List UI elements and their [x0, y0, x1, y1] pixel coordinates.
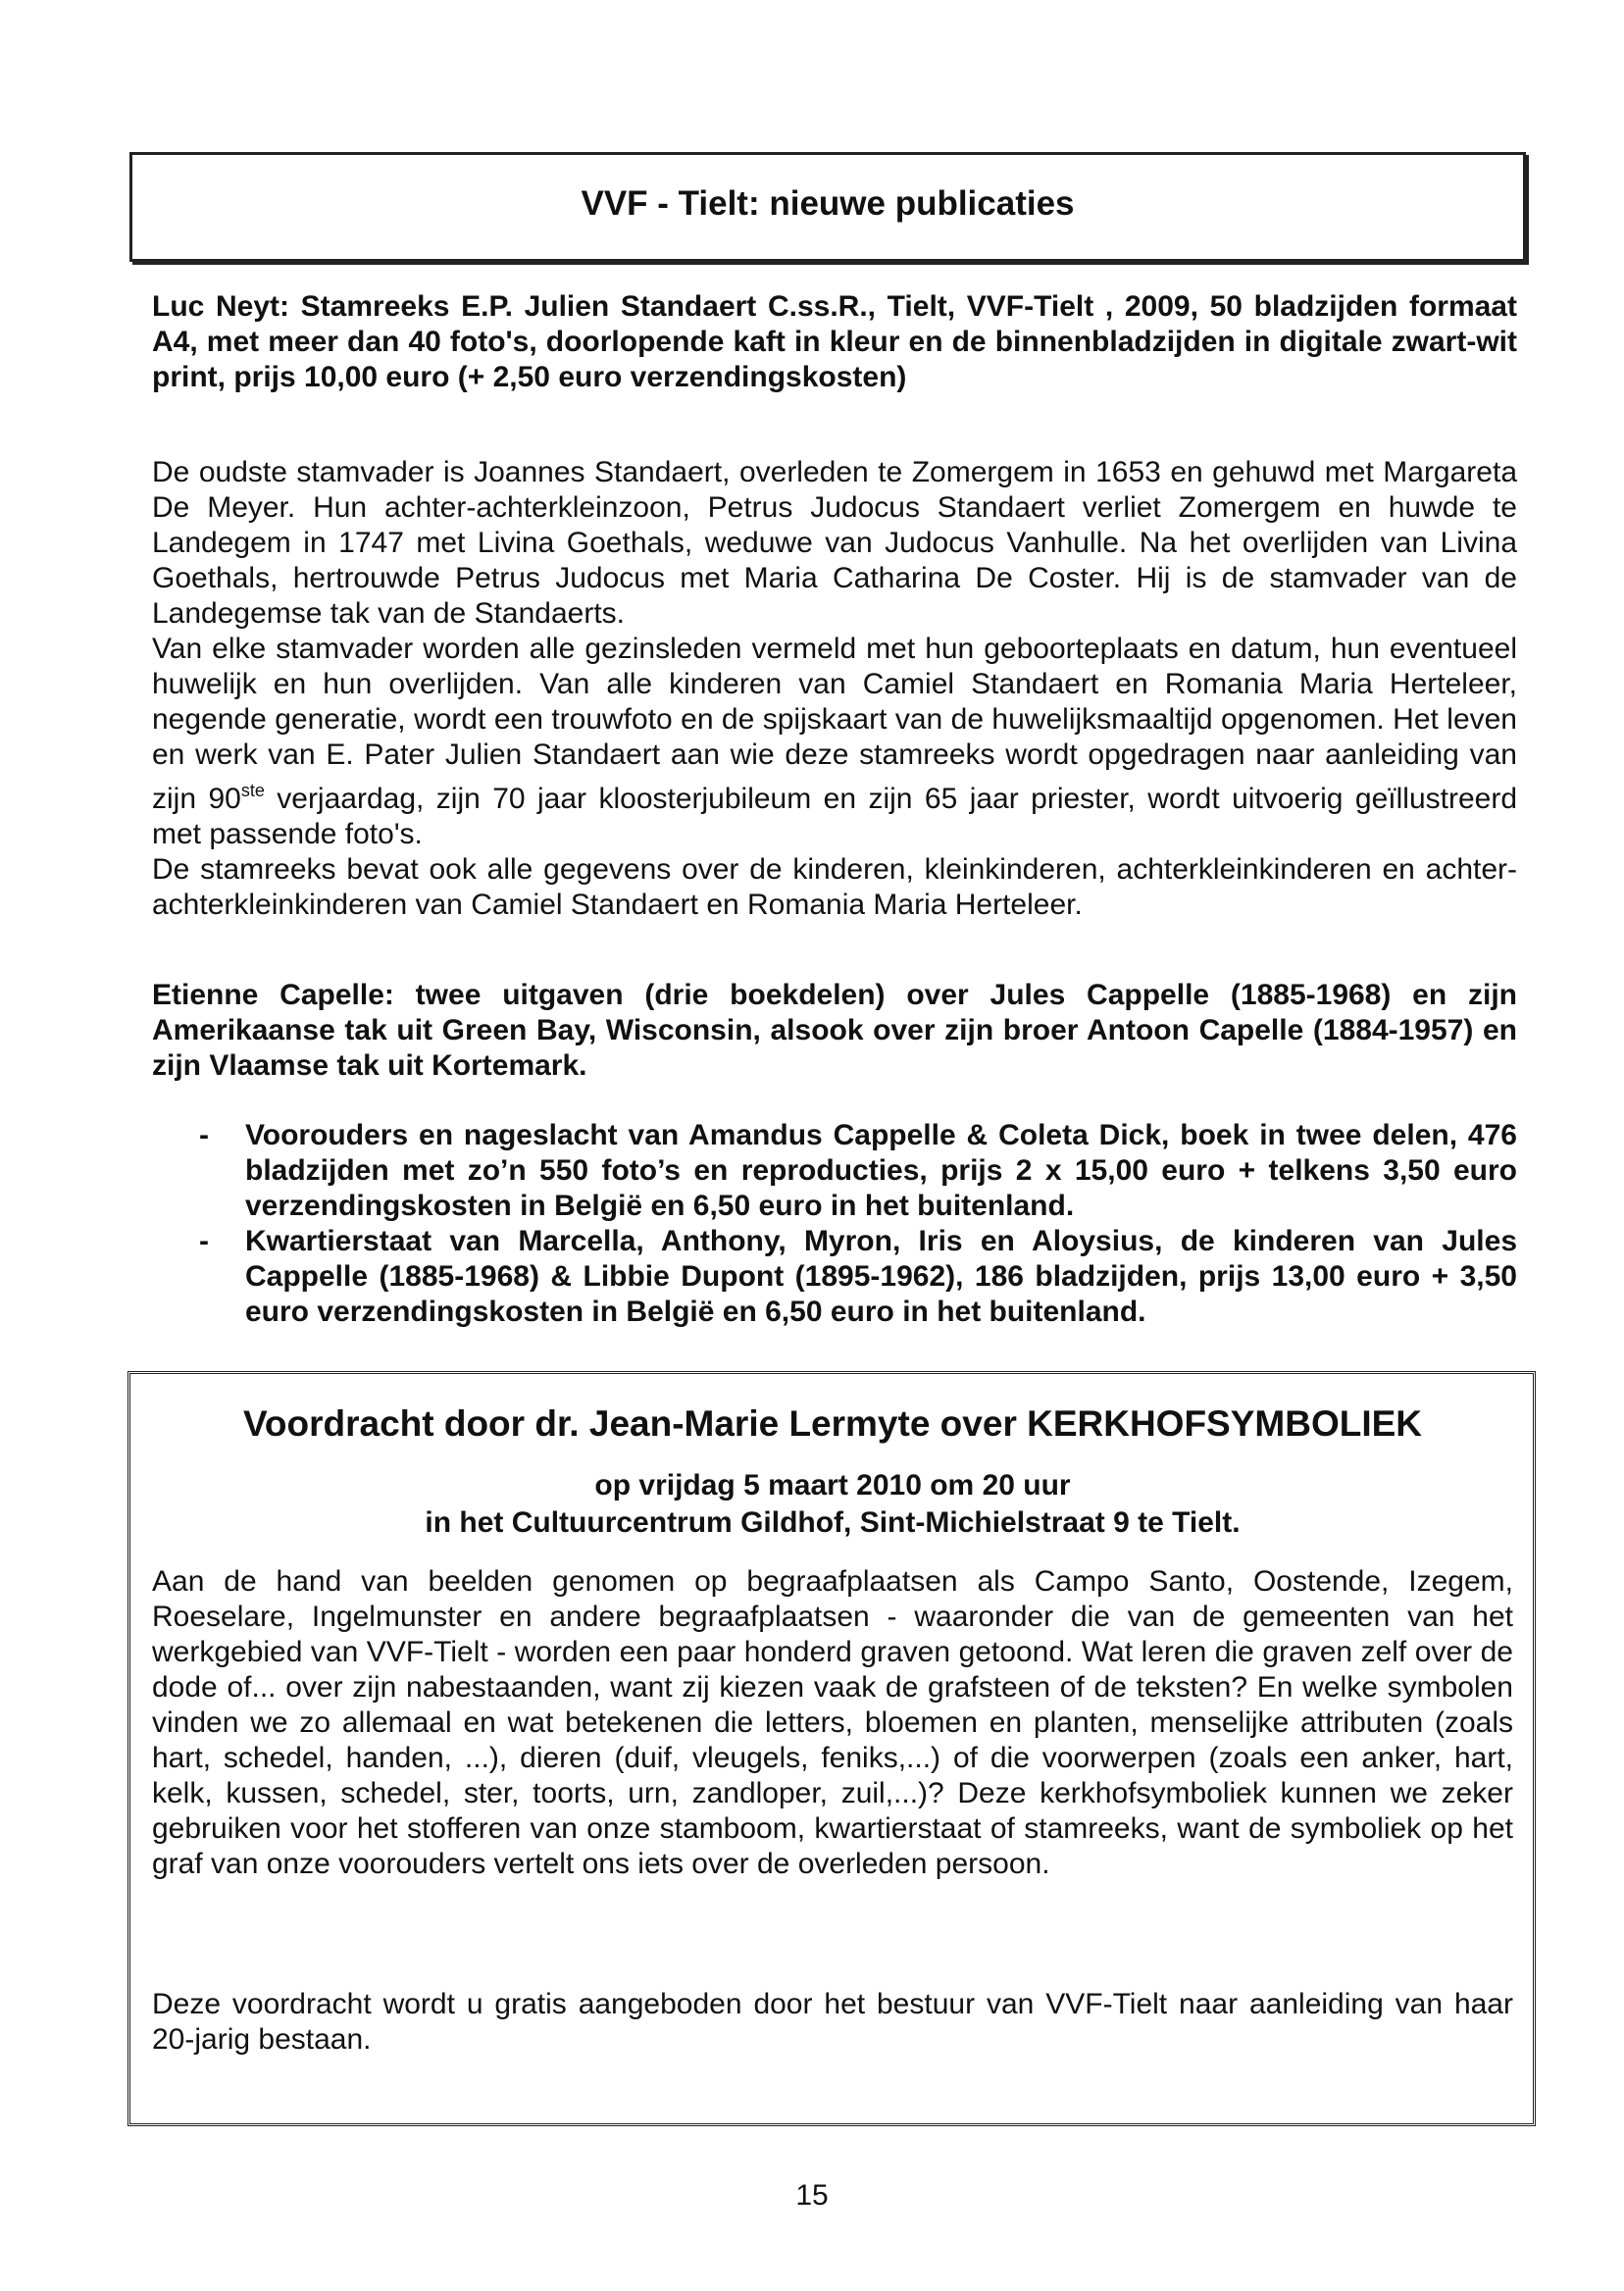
list-item — [152, 1118, 1517, 1224]
publication-1-paragraph-3: De stamreeks bevat ook alle gegevens over de kinderen, kleinkinderen, achterkleinkinderen en achter-achterkleinkinderen van Camiel Standaert en Romania Maria Herteleer. — [152, 853, 1517, 921]
lecture-title: Voordracht door dr. Jean-Marie Lermyte over KERKHOFSYMBOLIEK — [242, 1403, 1423, 1444]
page-number: 15 — [795, 2179, 829, 2212]
para2-part-a: Van elke stamvader worden alle gezinsleden vermeld met hun geboorteplaats en datum, hun eventueel huwelijk en hun overlijden. Van alle kinderen van Camiel Standaert en Romania Maria Herteleer, negende generatie, wordt een trouwfoto en de spijskaart van de huwelijksmaaltijd opgenomen. Het leven en werk van E. Pater Julien Standaert aan wie deze stamreeks wordt opgedragen naar aanleiding van zijn 90 — [152, 633, 1517, 815]
lecture-date: op vrijdag 5 maart 2010 om 20 uur — [594, 1469, 1071, 1502]
publication-1-citation: Luc Neyt: Stamreeks E.P. Julien Standaert C.ss.R., Tielt, VVF-Tielt , 2009, 50 bladzijden formaat A4, met meer dan 40 foto's, doorlopende kaft in kleur en de binnenbladzijden in digitale zwart-wit print, prijs 10,00 euro (+ 2,50 euro verzendingskosten) — [152, 290, 1517, 393]
publication-1-paragraph-2 — [152, 632, 1517, 852]
lecture-description: Aan de hand van beelden genomen op begraafplaatsen als Campo Santo, Oostende, Izegem, Roeselare, Ingelmunster en andere begraafplaatsen - waaronder die van de gemeenten van het werkgebied van VVF-Tielt - worden een paar honderd graven getoond. Wat leren die graven zelf over de dode of... over zijn nabestaanden, want zij kiezen vaak de grafsteen of de teksten? En welke symbolen vinden we zo allemaal en wat betekenen die letters, bloemen en planten, menselijke attributen (zoals hart, schedel, handen, ...), dieren (duif, vleugels, feniks,...) of die voorwerpen (zoals een anker, hart, kelk, kussen, schedel, ster, toorts, urn, zandloper, zuil,...)? Deze kerkhofsymboliek kunnen we zeker gebruiken voor het stofferen van onze stamboom, kwartierstaat of stamreeks, want de symboliek op het graf van onze voorouders vertelt ons iets over de overleden persoon. — [152, 1565, 1513, 1880]
lecture-venue: in het Cultuurcentrum Gildhof, Sint-Michielstraat 9 te Tielt. — [425, 1506, 1241, 1539]
list-item-text: Voorouders en nageslacht van Amandus Cappelle & Coleta Dick, boek in twee delen, 476 bladzijden met zo’n 550 foto’s en reproducties, prijs 2 x 15,00 euro + telkens 3,50 euro verzendingskosten in België en 6,50 euro in het buitenland. — [245, 1119, 1517, 1222]
publication-1-description — [152, 455, 1517, 923]
superscript-ste: ste — [240, 781, 265, 800]
lecture-box — [127, 1371, 1536, 2126]
para2-part-b: verjaardag, zijn 70 jaar kloosterjubileum en zijn 65 jaar priester, wordt uitvoerig geïllustreerd met passende foto's. — [152, 783, 1517, 850]
publication-2-citation: Etienne Capelle: twee uitgaven (drie boekdelen) over Jules Cappelle (1885-1968) en zijn Amerikaanse tak uit Green Bay, Wisconsin, alsook over zijn broer Antoon Capelle (1884-1957) en zijn Vlaamse tak uit Kortemark. — [152, 979, 1517, 1082]
lecture-closing: Deze voordracht wordt u gratis aangeboden door het bestuur van VVF-Tielt naar aanleiding van haar 20-jarig bestaan. — [152, 1988, 1513, 2056]
dash-bullet: - — [199, 1119, 209, 1151]
section-title: VVF - Tielt: nieuwe publicaties — [581, 184, 1075, 223]
publication-2-list — [152, 1118, 1517, 1330]
list-item-text: Kwartierstaat van Marcella, Anthony, Myron, Iris en Aloysius, de kinderen van Jules Cappelle (1885-1968) & Libbie Dupont (1895-1962), 186 bladzijden, prijs 13,00 euro + 3,50 euro verzendingskosten in België en 6,50 euro in het buitenland. — [245, 1225, 1517, 1328]
list-item — [152, 1224, 1517, 1330]
publication-1-paragraph-1: De oudste stamvader is Joannes Standaert, overleden te Zomergem in 1653 en gehuwd met Margareta De Meyer. Hun achter-achterkleinzoon, Petrus Judocus Standaert verliet Zomergem en huwde te Landegem in 1747 met Livina Goethals, weduwe van Judocus Vanhulle. Na het overlijden van Livina Goethals, hertrouwde Petrus Judocus met Maria Catharina De Coster. Hij is de stamvader van de Landegemse tak van de Standaerts. — [152, 456, 1517, 630]
dash-bullet: - — [199, 1225, 209, 1257]
section-title-box — [129, 152, 1526, 262]
